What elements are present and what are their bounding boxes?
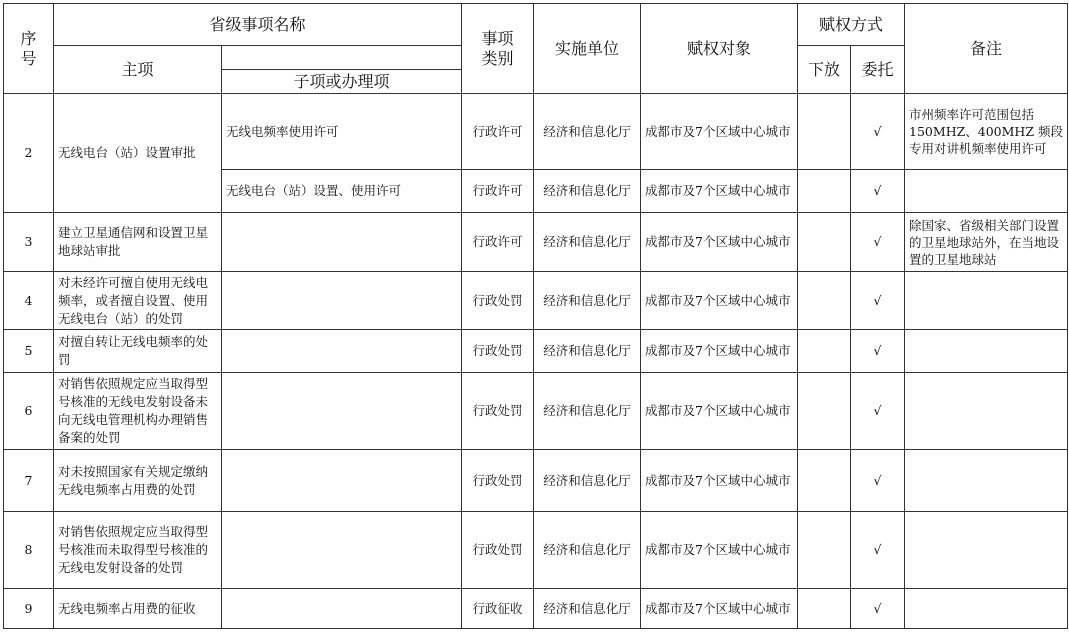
- row-main: 无线电台（站）设置审批: [54, 94, 222, 213]
- row-main: 无线电频率占用费的征收: [54, 589, 222, 629]
- row-down: [798, 94, 851, 170]
- row-target: 成都市及7个区域中心城市: [641, 272, 798, 330]
- row-down: [798, 272, 851, 330]
- row-remark: [905, 373, 1068, 450]
- row-unit: 经济和信息化厅: [534, 330, 641, 373]
- row-target: 成都市及7个区域中心城市: [641, 213, 798, 272]
- row-remark: [905, 512, 1068, 589]
- row-main: 对未经许可擅自使用无线电频率，或者擅自设置、使用无线电台（站）的处罚: [54, 272, 222, 330]
- header-provincial-name: 省级事项名称: [54, 4, 462, 46]
- row-unit: 经济和信息化厅: [534, 589, 641, 629]
- table-row: [4, 330, 1068, 373]
- row-category: 行政处罚: [462, 272, 534, 330]
- row-sub: [222, 450, 462, 512]
- row-category: 行政处罚: [462, 512, 534, 589]
- row-remark: [905, 589, 1068, 629]
- header-target: 赋权对象: [641, 4, 798, 94]
- row-target: 成都市及7个区域中心城市: [641, 94, 798, 170]
- header-remark: 备注: [905, 4, 1068, 94]
- row-seq: 2: [4, 94, 54, 213]
- row-down: [798, 330, 851, 373]
- header-unit: 实施单位: [534, 4, 641, 94]
- row-entrust: √: [851, 330, 905, 373]
- row-remark: 除国家、省级相关部门设置的卫星地球站外，在当地设置的卫星地球站: [905, 213, 1068, 272]
- delegation-table: [3, 3, 1068, 629]
- row-unit: 经济和信息化厅: [534, 450, 641, 512]
- row-sub: [222, 512, 462, 589]
- row-target: 成都市及7个区域中心城市: [641, 330, 798, 373]
- row-entrust: √: [851, 213, 905, 272]
- row-down: [798, 589, 851, 629]
- row-target: 成都市及7个区域中心城市: [641, 512, 798, 589]
- table-row: [4, 450, 1068, 512]
- table-row: [4, 373, 1068, 450]
- row-unit: 经济和信息化厅: [534, 272, 641, 330]
- row-sub: 无线电频率使用许可: [222, 94, 462, 170]
- header-method: 赋权方式: [798, 4, 905, 46]
- row-entrust: √: [851, 373, 905, 450]
- row-seq: 7: [4, 450, 54, 512]
- row-category: 行政许可: [462, 170, 534, 213]
- row-unit: 经济和信息化厅: [534, 213, 641, 272]
- row-sub: [222, 330, 462, 373]
- row-unit: 经济和信息化厅: [534, 170, 641, 213]
- row-sub: [222, 272, 462, 330]
- row-seq: 9: [4, 589, 54, 629]
- row-sub: [222, 373, 462, 450]
- row-unit: 经济和信息化厅: [534, 94, 641, 170]
- header-method-entrust: 委托: [851, 46, 905, 94]
- row-main: 对擅自转让无线电频率的处罚: [54, 330, 222, 373]
- row-main: 对销售依照规定应当取得型号核准的无线电发射设备未向无线电管理机构办理销售备案的处罚: [54, 373, 222, 450]
- row-seq: 8: [4, 512, 54, 589]
- row-category: 行政许可: [462, 213, 534, 272]
- row-entrust: √: [851, 589, 905, 629]
- row-category: 行政处罚: [462, 373, 534, 450]
- row-down: [798, 213, 851, 272]
- row-remark: 市州频率许可范围包括150MHZ、400MHZ 频段专用对讲机频率使用许可: [905, 94, 1068, 170]
- row-target: 成都市及7个区域中心城市: [641, 373, 798, 450]
- row-entrust: √: [851, 170, 905, 213]
- table-row: [4, 589, 1068, 629]
- row-main: 建立卫星通信网和设置卫星地球站审批: [54, 213, 222, 272]
- row-remark: [905, 330, 1068, 373]
- row-category: 行政处罚: [462, 330, 534, 373]
- row-down: [798, 170, 851, 213]
- row-remark: [905, 272, 1068, 330]
- row-sub: 无线电台（站）设置、使用许可: [222, 170, 462, 213]
- table-row: [4, 512, 1068, 589]
- row-target: 成都市及7个区域中心城市: [641, 450, 798, 512]
- row-seq: 6: [4, 373, 54, 450]
- header-method-down: 下放: [798, 46, 851, 94]
- row-seq: 3: [4, 213, 54, 272]
- row-remark: [905, 450, 1068, 512]
- row-seq: 5: [4, 330, 54, 373]
- header-seq: 序 号: [4, 4, 54, 94]
- row-target: 成都市及7个区域中心城市: [641, 589, 798, 629]
- row-sub: [222, 213, 462, 272]
- row-remark: [905, 170, 1068, 213]
- row-entrust: √: [851, 450, 905, 512]
- table-row: [4, 272, 1068, 330]
- header-category: 事项 类别: [462, 4, 534, 94]
- row-down: [798, 450, 851, 512]
- row-seq: 4: [4, 272, 54, 330]
- header-main-item: 主项: [54, 46, 222, 94]
- header-spacer: [222, 46, 462, 70]
- row-down: [798, 512, 851, 589]
- row-entrust: √: [851, 512, 905, 589]
- row-category: 行政许可: [462, 94, 534, 170]
- table-row: [4, 213, 1068, 272]
- row-category: 行政征收: [462, 589, 534, 629]
- row-target: 成都市及7个区域中心城市: [641, 170, 798, 213]
- header-sub-item: 子项或办理项: [222, 70, 462, 94]
- row-main: 对未按照国家有关规定缴纳无线电频率占用费的处罚: [54, 450, 222, 512]
- row-entrust: √: [851, 272, 905, 330]
- row-sub: [222, 589, 462, 629]
- row-down: [798, 373, 851, 450]
- table-row: [4, 94, 1068, 170]
- row-unit: 经济和信息化厅: [534, 373, 641, 450]
- row-main: 对销售依照规定应当取得型号核准而未取得型号核准的无线电发射设备的处罚: [54, 512, 222, 589]
- row-category: 行政处罚: [462, 450, 534, 512]
- row-unit: 经济和信息化厅: [534, 512, 641, 589]
- row-entrust: √: [851, 94, 905, 170]
